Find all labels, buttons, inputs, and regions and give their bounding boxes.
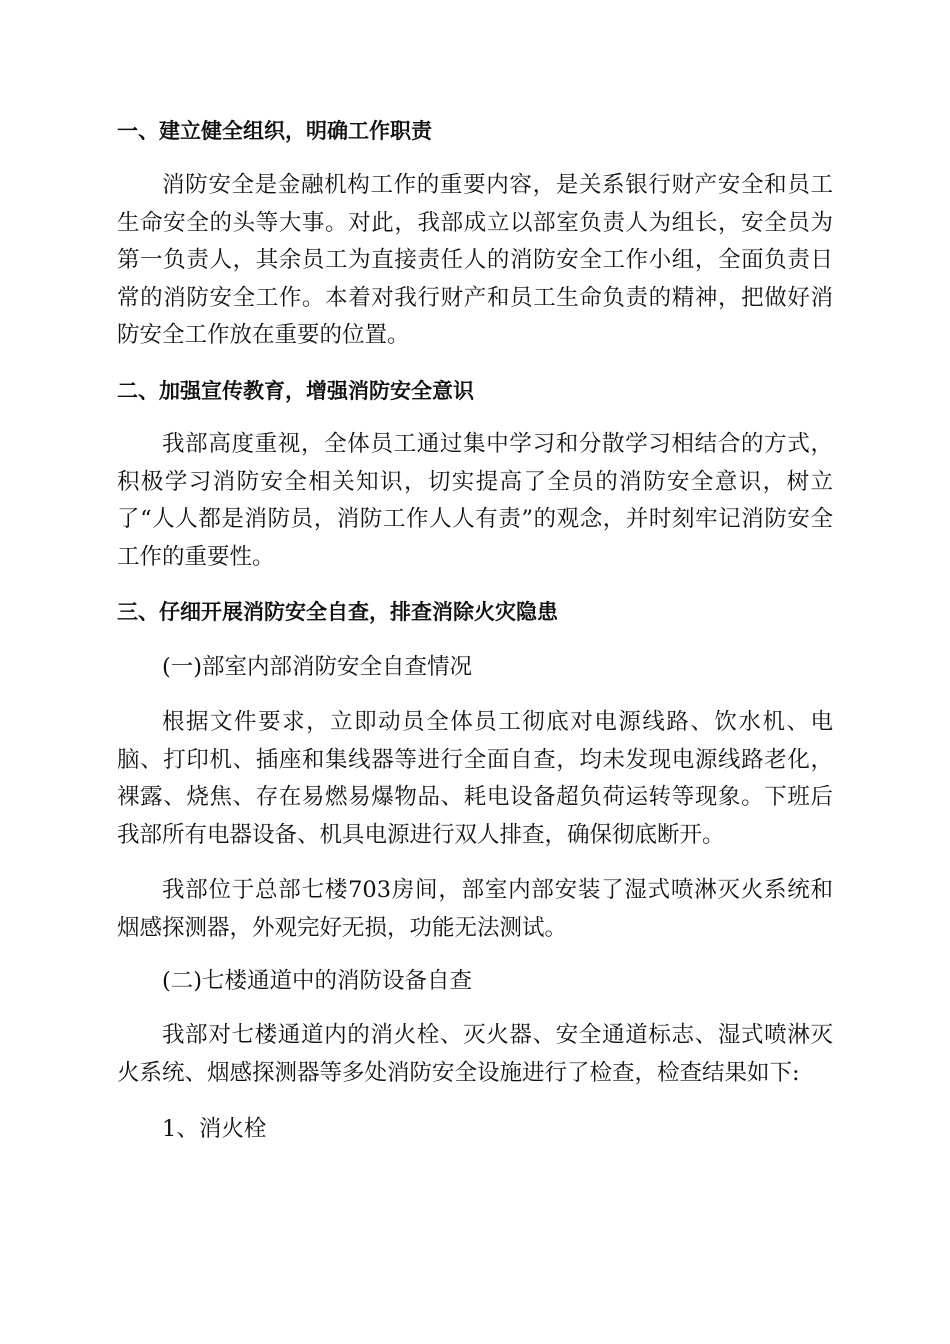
section-3-heading: 三、仔细开展消防安全自查，排查消除火灾隐患 <box>117 600 558 624</box>
subsection-2-paragraph: 我部对七楼通道内的消火栓、灭火器、安全通道标志、湿式喷淋灭火系统、烟感探测器等多处消防安全设施进行了检查，检查结果如下: <box>117 1022 833 1086</box>
section-1-paragraph: 消防安全是金融机构工作的重要内容，是关系银行财产安全和员工生命安全的头等大事。对此，我部成立以部室负责人为组长，安全员为第一负责人，其余员工为直接责任人的消防安全工作小组，全面负责日常的消防安全工作。本着对我行财产和员工生命负责的精神，把做好消防安全工作放在重要的位置。 <box>117 172 833 348</box>
section-2-heading: 二、加强宣传教育，增强消防安全意识 <box>117 379 474 403</box>
list-item-1: 1、消火栓 <box>162 1116 267 1142</box>
subsection-1-paragraph-2: 我部位于总部七楼703房间，部室内部安装了湿式喷淋灭火系统和烟感探测器，外观完好无损，功能无法测试。 <box>117 877 833 941</box>
subsection-1-paragraph-1: 根据文件要求，立即动员全体员工彻底对电源线路、饮水机、电脑、打印机、插座和集线器等进行全面自查，均未发现电源线路老化，裸露、烧焦、存在易燃易爆物品、耗电设备超负荷运转等现象。下班后我部所有电器设备、机具电源进行双人排查，确保彻底断开。 <box>117 709 833 848</box>
section-2-paragraph: 我部高度重视，全体员工通过集中学习和分散学习相结合的方式，积极学习消防安全相关知识，切实提高了全员的消防安全意识，树立了“人人都是消防员，消防工作人人有责”的观念，并时刻牢记消防安全工作的重要性。 <box>117 431 833 570</box>
section-1-heading: 一、建立健全组织，明确工作职责 <box>117 119 432 143</box>
subsection-2-title: (二)七楼通道中的消防设备自查 <box>162 968 473 994</box>
subsection-1-title: (一)部室内部消防安全自查情况 <box>162 654 473 680</box>
